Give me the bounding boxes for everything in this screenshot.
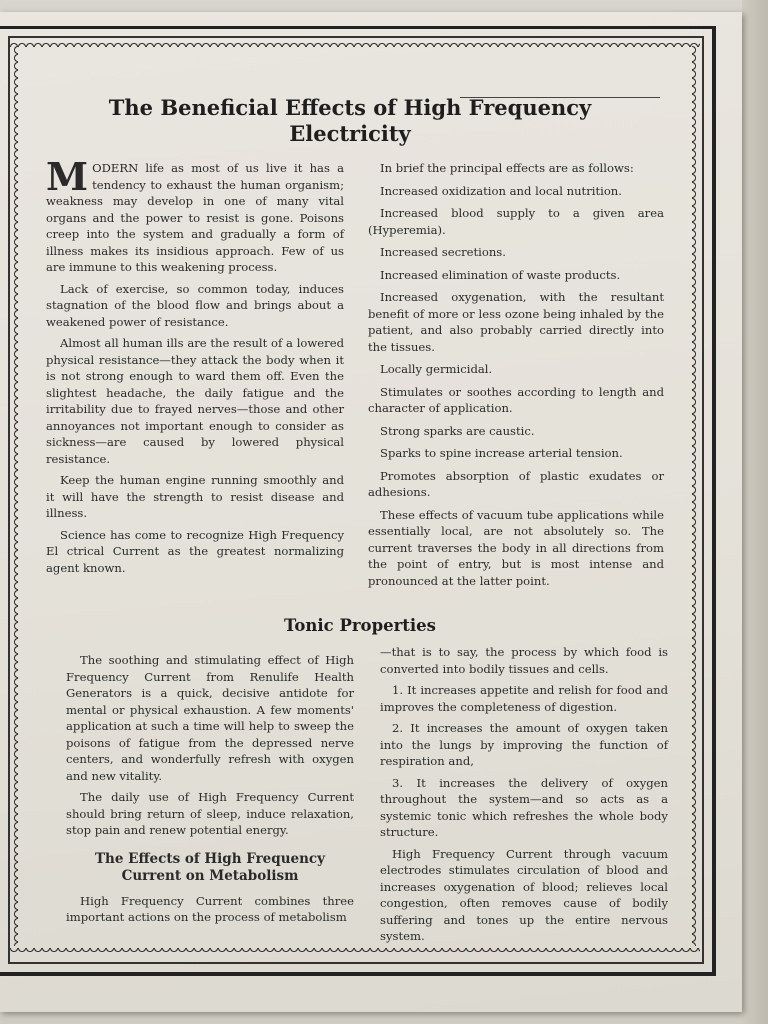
effect-item: Sparks to spine increase arterial tension.	[380, 446, 623, 460]
subheading-metabolism	[66, 851, 354, 885]
paragraph: Keep the human engine running smoothly and it will have the strength to resist disease and illness.	[46, 473, 344, 520]
page-edge	[742, 0, 768, 1024]
numbered-item: 2. It increases the amount of oxygen taken into the lungs by improving the function of respiration and,	[380, 721, 668, 768]
effect-item: Increased elimination of waste products.	[380, 267, 621, 282]
subheading-line-1: The Effects of High Frequency	[95, 850, 325, 867]
title-line-2: Electricity	[289, 121, 411, 146]
paragraph: Almost all human ills are the result of a lowered physical resistance—they attack the body when it is not strong enough to ward them off. Even the slightest headache, the daily fatigue and the irritability due to frayed nerves—those and other annoyances not important enough to consider as sickness—are caused by lowered physical resistance.	[46, 336, 344, 466]
section-heading-tonic: Tonic Properties	[284, 616, 436, 635]
column-right-tonic	[380, 644, 668, 950]
paragraph: Lack of exercise, so common today, induces stagnation of the blood flow and brings about a weakened power of resistance.	[46, 281, 344, 329]
paragraph: The daily use of High Frequency Current should bring return of sleep, induce relaxation, stop pain and renew potential energy.	[66, 790, 354, 837]
effect-item: Increased oxidization and local nutrition.	[380, 183, 622, 198]
column-right-effects	[368, 160, 664, 595]
drop-cap: M	[46, 154, 89, 199]
effect-item: Increased blood supply to a given area (Hyperemia).	[368, 206, 664, 237]
paragraph: High Frequency Current combines three important actions on the process of metabolism	[66, 893, 354, 924]
numbered-item: 1. It increases appetite and relish for food and improves the completeness of digestion.	[380, 683, 668, 714]
column-left-intro	[46, 154, 344, 581]
page-title	[60, 95, 640, 147]
paragraph: —that is to say, the process by which food is converted into bodily tissues and cells.	[380, 645, 668, 676]
title-line-1: The Beneficial Effects of High Frequency	[108, 95, 592, 120]
effect-item: Increased secretions.	[380, 245, 506, 259]
subheading-line-2: Current on Metabolism	[121, 867, 299, 884]
ornamental-border-left	[10, 46, 18, 946]
column-left-tonic	[66, 652, 354, 931]
effect-item: These effects of vacuum tube applications while essentially local, are not absolutely so. The current traverses the body in all directions from the point of entry, but is most intense and pronounced at the latter point.	[368, 507, 664, 588]
effect-item: Promotes absorption of plastic exudates or adhesions.	[368, 468, 664, 499]
paragraph-intro	[46, 154, 344, 276]
effect-item: Increased oxygenation, with the resultant benefit of more or less ozone being inhaled by the patient, and also probably carried directly into the tissues.	[368, 290, 664, 354]
paragraph: High Frequency Current through vacuum electrodes stimulates circulation of blood and increases oxygenation of blood; relieves local congestion, often removes cause of bodily suffering and tones up the entire nervous system.	[380, 846, 668, 943]
ornamental-border-top	[10, 39, 700, 47]
effect-item: Stimulates or soothes according to length and character of application.	[368, 384, 664, 415]
effect-item: Locally germicidal.	[380, 362, 493, 376]
intro-text: ODERN life as most of us live it has a tendency to exhaust the human organism; weakness may develop in one of many vital organs and the power to resist is gone. Poisons creep into the system and gradually a form of illness makes its insidious approach. Few of us are immune to this weakening process.	[46, 161, 344, 274]
paragraph: Science has come to recognize High Frequency El ctrical Current as the greatest normalizing agent known.	[46, 527, 344, 575]
effects-intro: In brief the principal effects are as follows:	[380, 161, 634, 175]
ornamental-border-right	[692, 46, 700, 946]
effect-item: Strong sparks are caustic.	[380, 423, 535, 438]
numbered-item: 3. It increases the delivery of oxygen throughout the system—and so acts as a systemic tonic which refreshes the whole body structure.	[380, 775, 668, 839]
paragraph: The soothing and stimulating effect of High Frequency Current from Renulife Health Generators is a quick, decisive antidote for mental or physical exhaustion. A few moments' application at such a time will help to sweep the poisons of fatigue from the depressed nerve centers, and wonderfully refresh with oxygen and new vitality.	[66, 653, 354, 783]
